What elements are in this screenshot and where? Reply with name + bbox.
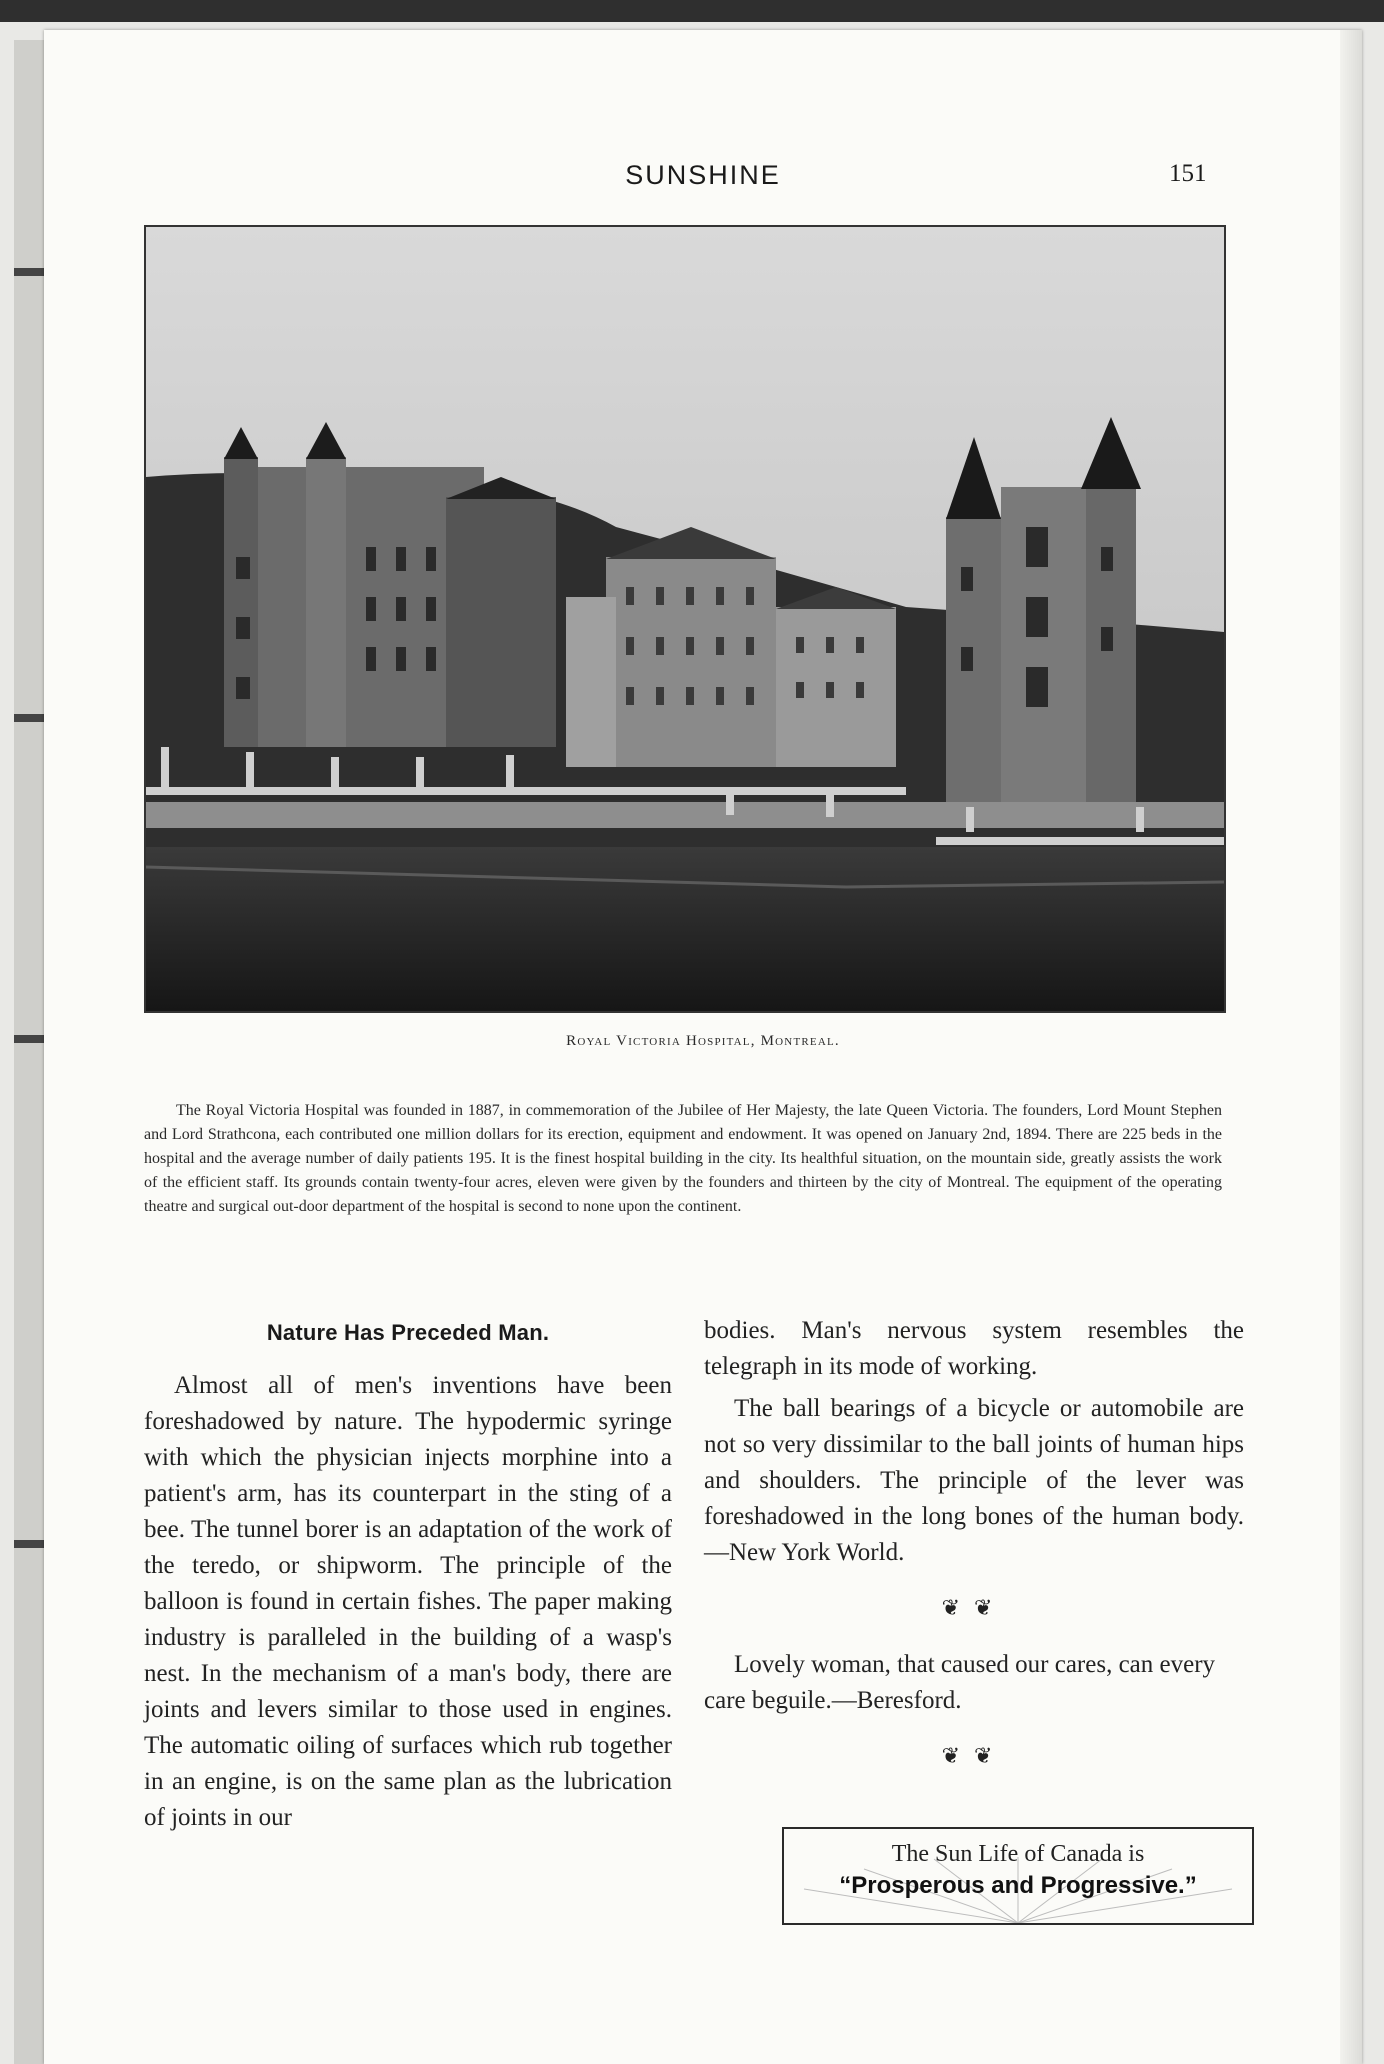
article-paragraph: The ball bearings of a bicycle or automobile are not so very dissimilar to the ball joints of human hips and shoulders. The principle of the lever was foreshadowed in the long bones of the human body.—New York World. — [704, 1395, 1244, 1566]
book-spine — [14, 40, 46, 2064]
document-page — [44, 30, 1362, 2064]
ad-slogan: “Prosperous and Progressive.” — [839, 1872, 1197, 1899]
page-number: 151 — [1169, 160, 1207, 187]
ornament-divider: ❦❦ — [941, 1595, 1007, 1620]
binding-staple — [14, 1540, 46, 1548]
binding-staple — [14, 714, 46, 722]
article-paragraph-continued: bodies. Man's nervous system resembles the telegraph in its mode of working. — [704, 1317, 1244, 1380]
intro-paragraph: The Royal Victoria Hospital was founded in 1887, in commemoration of the Jubilee of Her Majesty, the late Queen Victoria. The founders, Lord Mount Stephen and Lord Strathcona, each contributed one million dollars for its erection, equipment and endowment. It was opened on January 2nd, 1894. There are 225 beds in the hospital and the average number of daily patients 195. It is the finest hospital building in the city. Its healthful situation, on the mountain side, greatly assists the work of the efficient staff. Its grounds contain twenty-four acres, eleven were given by the founders and thirteen by the city of Montreal. The equipment of the operating theatre and surgical out-door department of the hospital is second to none upon the continent. — [144, 1102, 1222, 1215]
article-title: Nature Has Preceded Man. — [266, 1320, 550, 1345]
ad-line-1: The Sun Life of Canada is — [891, 1841, 1145, 1867]
left-column — [144, 1320, 672, 1836]
photo-caption: Royal Victoria Hospital, Montreal. — [566, 1033, 840, 1049]
ornament-divider: ❦❦ — [941, 1743, 1007, 1768]
quote-paragraph: Lovely woman, that caused our cares, can every care beguile.—Beresford. — [704, 1651, 1216, 1714]
hospital-photograph — [144, 225, 1226, 1013]
binding-staple — [14, 268, 46, 276]
article-paragraph: Almost all of men's inventions have been foreshadowed by nature. The hypodermic syringe with which the physician injects morphine into a patient's arm, has its counterpart in the sting of a bee. The tunnel borer is an adaptation of the work of the teredo, or shipworm. The principle of the balloon is found in certain fishes. The paper making industry is paralleled in the building of a wasp's nest. In the mechanism of a man's body, there are joints and levers similar to those used in engines. The automatic oiling of surfaces which rub together in an engine, is on the same plan as the lubrication of joints in our — [144, 1372, 672, 1831]
binding-staple — [14, 1035, 46, 1043]
right-column — [704, 1313, 1244, 1795]
running-head: SUNSHINE — [625, 160, 781, 190]
sun-life-advertisement — [782, 1827, 1254, 1925]
